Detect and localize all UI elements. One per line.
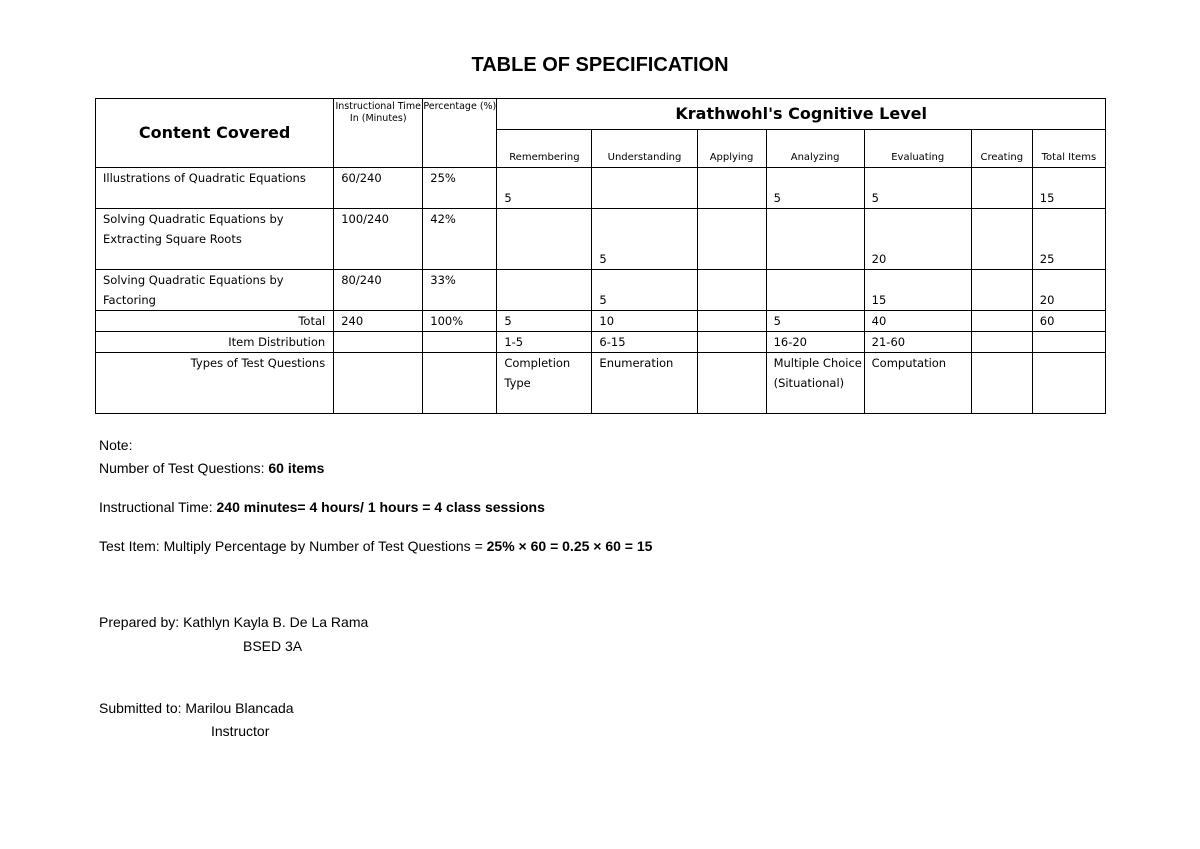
cell-remembering [497,209,592,270]
total-creating [971,311,1032,332]
cell-evaluating: 20 [864,209,971,270]
cell-time: 80/240 [334,270,423,311]
prepared-by [99,614,368,630]
specification-table [95,98,1106,414]
note-time-value: 240 minutes= 4 hours/ 1 hours = 4 class sessions [216,499,545,515]
cell-analyzing [766,209,864,270]
total-remembering: 5 [497,311,592,332]
header-instructional-time: Instructional Time In (Minutes) [334,99,423,168]
document-title: TABLE OF SPECIFICATION [471,54,729,76]
total-analyzing: 5 [766,311,864,332]
types-creating [971,353,1032,414]
cell-time: 60/240 [334,168,423,209]
header-remembering: Remembering [497,130,592,168]
distribution-time [334,332,423,353]
types-row [96,353,1106,414]
cell-evaluating: 15 [864,270,971,311]
cell-content: Solving Quadratic Equations by Factoring [96,270,334,311]
cell-total: 15 [1032,168,1105,209]
cell-applying [697,168,766,209]
note-heading: Note: [99,437,133,453]
cell-understanding: 5 [592,209,697,270]
cell-analyzing: 5 [766,168,864,209]
cell-understanding [592,168,697,209]
cell-percentage: 25% [423,168,497,209]
table-row [96,168,1106,209]
note-test-item-label: Test Item: Multiply Percentage by Number of Test Questions = [99,538,487,554]
distribution-understanding: 6-15 [592,332,697,353]
cell-remembering [497,270,592,311]
table-row [96,209,1106,270]
cell-creating [971,270,1032,311]
total-row [96,311,1106,332]
types-evaluating: Computation [864,353,971,414]
cell-percentage: 42% [423,209,497,270]
types-percentage [423,353,497,414]
total-label: Total [96,311,334,332]
table-row [96,270,1106,311]
distribution-analyzing: 16-20 [766,332,864,353]
types-applying [697,353,766,414]
distribution-remembering: 1-5 [497,332,592,353]
note-questions-label: Number of Test Questions: [99,460,269,476]
prepared-label: Prepared by: [99,614,184,630]
cell-analyzing [766,270,864,311]
cell-total: 25 [1032,209,1105,270]
total-understanding: 10 [592,311,697,332]
types-total [1032,353,1105,414]
header-analyzing: Analyzing [766,130,864,168]
note-questions [99,460,324,476]
prepared-role: BSED 3A [243,638,303,654]
types-understanding: Enumeration [592,353,697,414]
distribution-applying [697,332,766,353]
total-evaluating: 40 [864,311,971,332]
distribution-evaluating: 21-60 [864,332,971,353]
cell-percentage: 33% [423,270,497,311]
header-total-items: Total Items [1032,130,1105,168]
header-creating: Creating [971,130,1032,168]
note-time [99,499,545,515]
types-analyzing: Multiple Choice (Situational) [766,353,864,414]
cell-content: Solving Quadratic Equations by Extracting Square Roots [96,209,334,270]
types-label: Types of Test Questions [96,353,334,414]
total-applying [697,311,766,332]
header-applying: Applying [697,130,766,168]
prepared-name: Kathlyn Kayla B. De La Rama [183,614,369,630]
note-test-item [99,538,652,554]
distribution-total [1032,332,1105,353]
total-items: 60 [1032,311,1105,332]
distribution-creating [971,332,1032,353]
note-test-item-value: 25% × 60 = 0.25 × 60 = 15 [486,538,653,554]
submitted-to [99,700,294,716]
distribution-row [96,332,1106,353]
cell-content: Illustrations of Quadratic Equations [96,168,334,209]
submitted-label: Submitted to: [99,700,186,716]
note-questions-value: 60 items [268,460,325,476]
cell-understanding: 5 [592,270,697,311]
cell-creating [971,209,1032,270]
types-remembering: Completion Type [497,353,592,414]
header-content-covered: Content Covered [96,99,334,168]
note-time-label: Instructional Time: [99,499,217,515]
total-percentage: 100% [423,311,497,332]
cell-time: 100/240 [334,209,423,270]
cell-applying [697,270,766,311]
submitted-role: Instructor [211,723,270,739]
header-krathwohl: Krathwohl's Cognitive Level [497,99,1106,130]
distribution-percentage [423,332,497,353]
types-time [334,353,423,414]
total-time: 240 [334,311,423,332]
cell-total: 20 [1032,270,1105,311]
cell-creating [971,168,1032,209]
header-evaluating: Evaluating [864,130,971,168]
cell-remembering: 5 [497,168,592,209]
header-understanding: Understanding [592,130,697,168]
header-percentage: Percentage (%) [423,99,497,168]
submitted-name: Marilou Blancada [185,700,294,716]
distribution-label: Item Distribution [96,332,334,353]
cell-evaluating: 5 [864,168,971,209]
cell-applying [697,209,766,270]
